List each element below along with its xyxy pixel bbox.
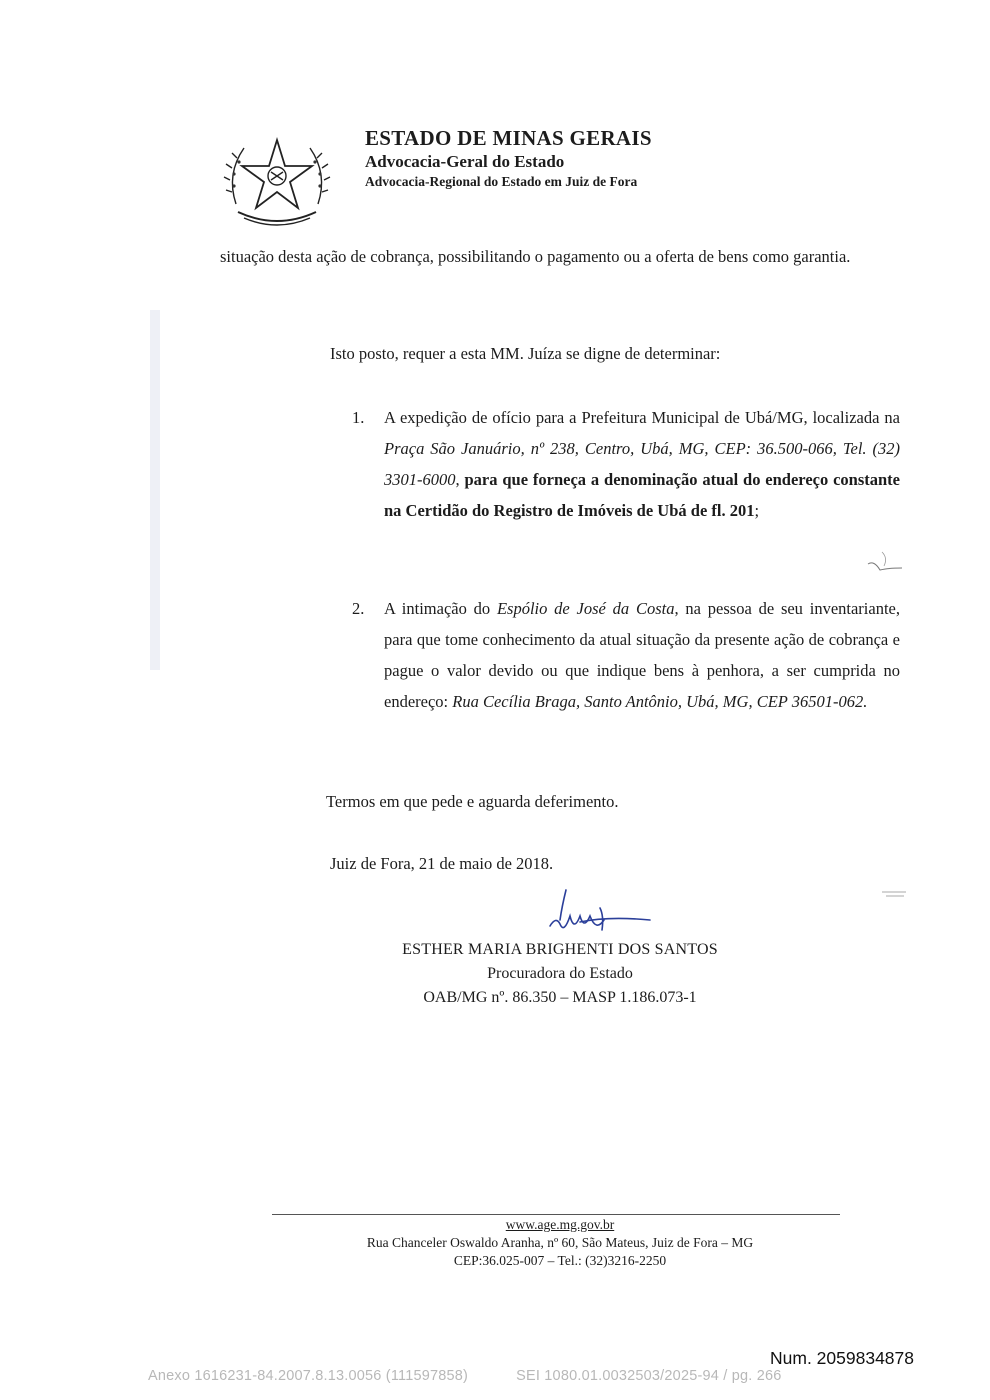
signer-name: ESTHER MARIA BRIGHENTI DOS SANTOS — [402, 941, 718, 958]
footer-website-link[interactable]: www.age.mg.gov.br — [505, 1217, 615, 1232]
annex-reference — [148, 1368, 782, 1384]
item-text-party: Espólio de José da Costa — [496, 599, 675, 618]
item-text-plain: A expedição de ofício para a Prefeitura Municipal de Ubá/MG, localizada na — [384, 408, 900, 427]
list-item — [352, 593, 900, 717]
annex-process-number: Anexo 1616231-84.2007.8.13.0056 (111597858) — [148, 1368, 469, 1384]
request-intro: Isto posto, requer a esta MM. Juíza se digne de determinar: — [330, 344, 721, 363]
signer-registration: OAB/MG nº. 86.350 – MASP 1.186.073-1 — [423, 989, 697, 1006]
footer-divider — [272, 1214, 840, 1215]
list-item-text — [384, 402, 900, 526]
margin-mark — [862, 548, 906, 574]
closing-statement: Termos em que pede e aguarda deferimento. — [326, 792, 619, 811]
footer — [310, 1216, 810, 1270]
item-text-plain: , — [455, 470, 465, 489]
list-item — [352, 402, 900, 526]
header-state: ESTADO DE MINAS GERAIS — [365, 126, 652, 150]
item-text-plain: , na pessoa de seu inventariante, para que tome conhecimento da atual situação da presente ação de cobrança e pague o valor devido ou que indique bens à penhora, a ser cumprida no endereço: — [384, 599, 900, 711]
item-text-address: Rua Cecília Braga, Santo Antônio, Ubá, MG, CEP 36501-062. — [452, 692, 868, 711]
footer-address: Rua Chanceler Oswaldo Aranha, nº 60, São Mateus, Juiz de Fora – MG — [366, 1235, 754, 1250]
signer-block — [320, 938, 800, 1010]
item-text-plain: A intimação do — [384, 599, 497, 618]
item-text-plain: ; — [754, 501, 760, 520]
state-coat-of-arms-icon — [222, 134, 332, 226]
list-item-number: 2. — [352, 599, 365, 618]
handwritten-signature — [520, 886, 660, 946]
place-and-date: Juiz de Fora, 21 de maio de 2018. — [330, 854, 554, 873]
item-text-bold: para que forneça a denominação atual do endereço constante na Certidão do Registro de Imóveis de Ubá de fl. 201 — [384, 470, 901, 520]
annex-sei-page: SEI 1080.01.0032503/2025-94 / pg. 266 — [516, 1368, 782, 1384]
document-number: Num. 2059834878 — [770, 1348, 914, 1368]
margin-mark — [880, 884, 910, 898]
paragraph-continuation: situação desta ação de cobrança, possibilitando o pagamento ou a oferta de bens como garantia. — [220, 247, 851, 266]
item-text-address: Praça São Januário, nº 238, Centro, Ubá, MG, CEP: 36.500-066, Tel. (32) 3301-6000 — [384, 439, 900, 489]
header-office: Advocacia-Geral do Estado — [365, 152, 565, 171]
side-stamp-mark — [140, 310, 170, 670]
list-item-text — [384, 593, 900, 717]
footer-contact: CEP:36.025-007 – Tel.: (32)3216-2250 — [453, 1253, 667, 1268]
list-item-number: 1. — [352, 408, 365, 427]
header-regional: Advocacia-Regional do Estado em Juiz de Fora — [365, 174, 638, 189]
signer-title: Procuradora do Estado — [487, 965, 633, 982]
